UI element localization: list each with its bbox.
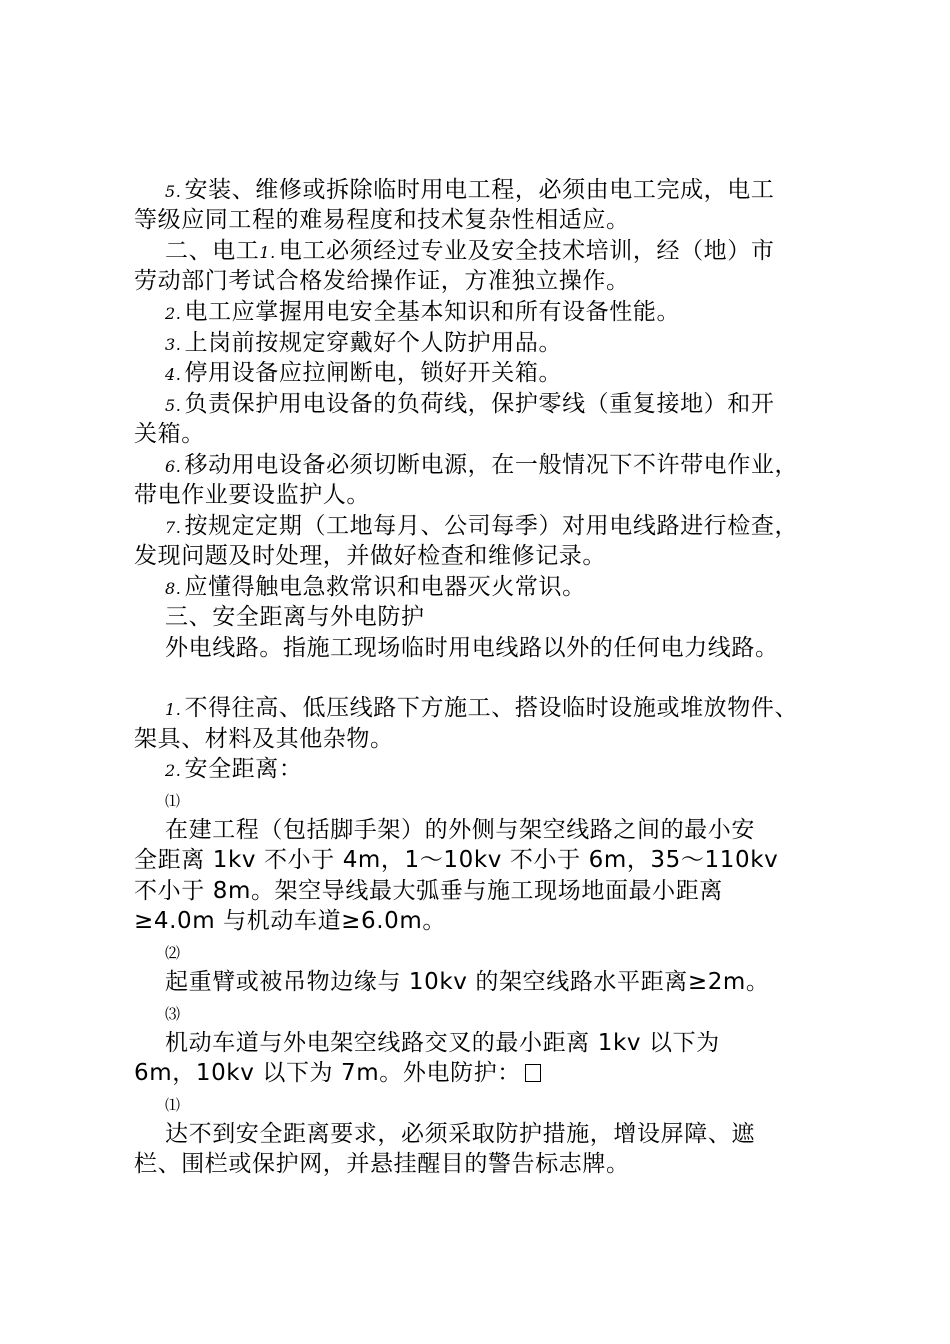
list-marker: ⑴ (165, 1096, 181, 1114)
list-marker: ⑵ (165, 944, 181, 962)
text-line: 在建工程（包括脚手架）的外侧与架空线路之间的最小安 (165, 817, 755, 843)
list-marker: ⑶ (165, 1005, 181, 1023)
text-line: 栏、围栏或保护网，并悬挂醒目的警告标志牌。 (134, 1151, 630, 1177)
text-line: 5. 负责保护用电设备的负荷线，保护零线（重复接地）和开 (165, 391, 775, 417)
text-line: 6. 移动用电设备必须切断电源，在一般情况下不许带电作业， (165, 452, 799, 478)
text-line: 架具、材料及其他杂物。 (134, 726, 394, 752)
text-line: 达不到安全距离要求，必须采取防护措施，增设屏障、遮 (165, 1121, 755, 1147)
text-line: 等级应同工程的难易程度和技术复杂性相适应。 (134, 207, 630, 233)
text-line: 带电作业要设监护人。 (134, 482, 370, 508)
list-marker: ⑴ (165, 792, 181, 810)
text-line: 关箱。 (134, 421, 205, 447)
section-heading-safety-distance: 三、安全距离与外电防护 (165, 604, 425, 630)
text-line: 起重臂或被吊物边缘与 10kv 的架空线路水平距离≥2m。 (165, 969, 770, 995)
text-line: 不小于 8m。架空导线最大弧垂与施工现场地面最小距离 (134, 878, 723, 904)
text-line: 机动车道与外电架空线路交叉的最小距离 1kv 以下为 (165, 1030, 720, 1056)
text-line: ≥4.0m 与机动车道≥6.0m。 (134, 908, 447, 934)
text-line: 4. 停用设备应拉闸断电，锁好开关箱。 (165, 360, 563, 386)
text-line: 全距离 1kv 不小于 4m，1～10kv 不小于 6m，35～110kv (134, 847, 779, 873)
text-line: 7. 按规定定期（工地每月、公司每季）对用电线路进行检查， (165, 513, 799, 539)
text-line: 劳动部门考试合格发给操作证，方准独立操作。 (134, 268, 630, 294)
text-line: 发现问题及时处理，并做好检查和维修记录。 (134, 543, 606, 569)
missing-glyph-box (525, 1064, 541, 1082)
text-line: 2. 电工应掌握用电安全基本知识和所有设备性能。 (165, 299, 681, 325)
text-line: 1. 不得往高、低压线路下方施工、搭设临时设施或堆放物件、 (165, 695, 799, 721)
text-line: 6m，10kv 以下为 7m。外电防护： (134, 1058, 541, 1088)
text-line: 2. 安全距离： (165, 756, 303, 782)
text-line: 5. 安装、维修或拆除临时用电工程，必须由电工完成，电工 (165, 177, 775, 203)
text-line: 3. 上岗前按规定穿戴好个人防护用品。 (165, 330, 563, 356)
section-heading-electrician: 二、电工1. 电工必须经过专业及安全技术培训，经（地）市 (165, 238, 775, 264)
text-line: 外电线路。指施工现场临时用电线路以外的任何电力线路。 (165, 635, 779, 661)
text-line: 8. 应懂得触电急救常识和电器灭火常识。 (165, 574, 586, 600)
